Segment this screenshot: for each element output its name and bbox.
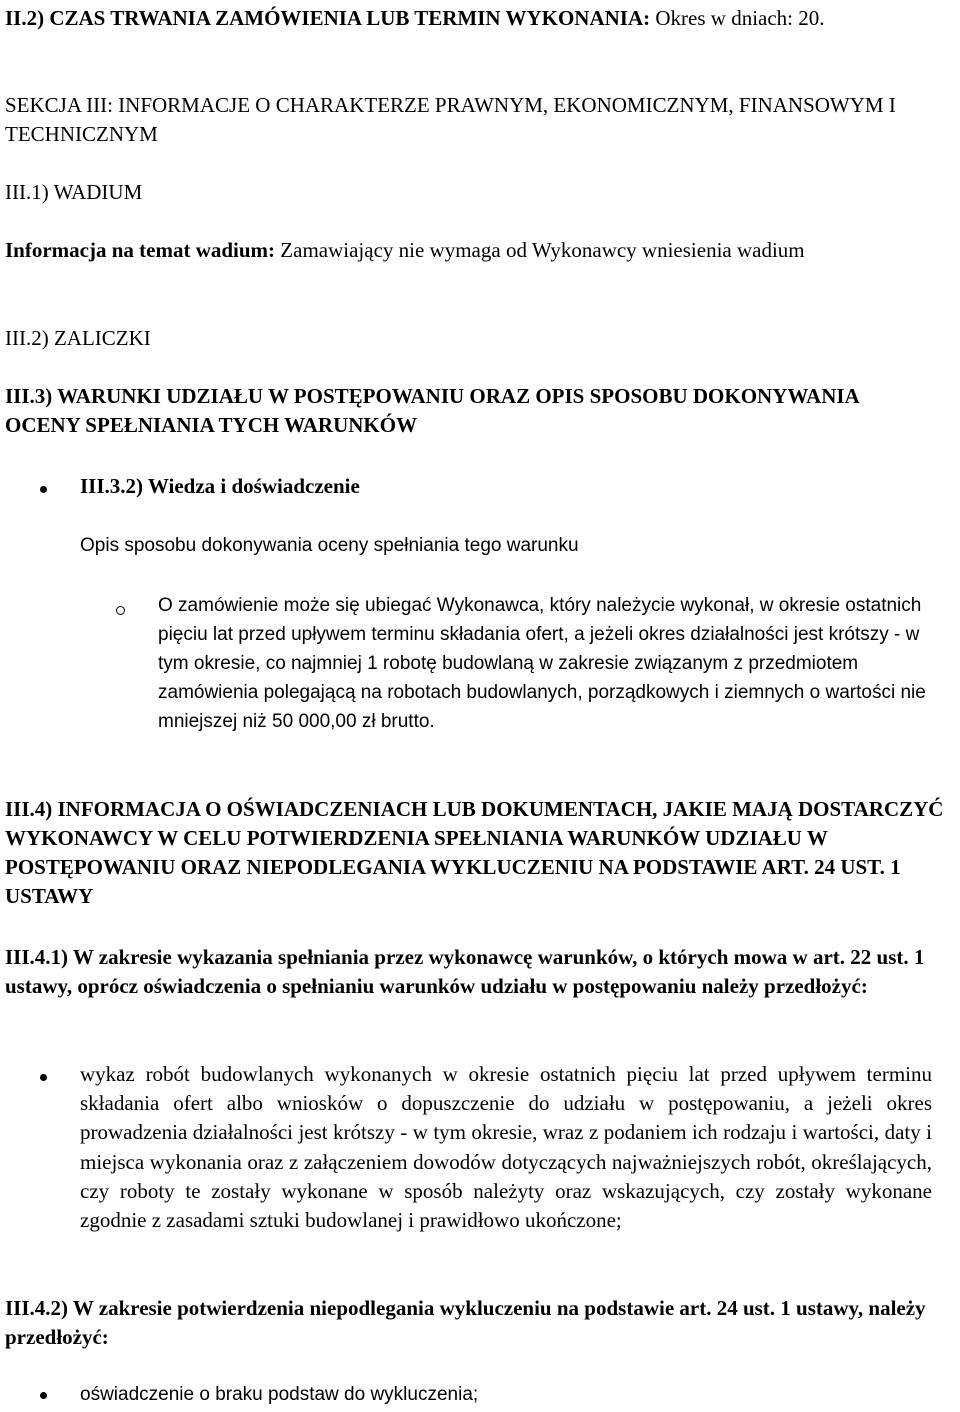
section-ii2 [5, 4, 955, 33]
section-iii1-info [5, 236, 925, 265]
bullet-dot-icon [40, 486, 47, 493]
section-iii41-item: wykaz robót budowlanych wykonanych w okresie ostatnich pięciu lat przed upływem terminu składania ofert albo wniosków o dopuszczenie do udziału w postępowaniu, a jeżeli okres prowadzenia działalności jest krótszy - w tym okresie, wraz z podaniem ich rodzaju i wartości, daty i miejsca wykonania oraz z załączeniem dowodów dotyczących najważniejszych robót, określających, czy roboty te zostały wykonane w sposób należyty oraz wskazujących, czy zostały wykonane zgodnie z zasadami sztuki budowlanej i prawidłowo ukończone; [80, 1062, 932, 1233]
section-iii2-heading: III.2) ZALICZKI [5, 326, 151, 350]
section-iii42-heading: III.4.2) W zakresie potwierdzenia niepodlegania wykluczeniu na podstawie art. 24 ust. 1 ustawy, należy przedłożyć: [5, 1296, 926, 1349]
section-iii42-item: oświadczenie o braku podstaw do wykluczenia; [80, 1384, 479, 1405]
section-iii-heading: SEKCJA III: INFORMACJE O CHARAKTERZE PRAWNYM, EKONOMICZNYM, FINANSOWYM I TECHNICZNYM [5, 93, 896, 146]
section-ii2-value: Okres w dniach: 20. [650, 6, 825, 30]
wadium-info-label: Informacja na temat wadium: [5, 238, 276, 262]
section-iii3-heading: III.3) WARUNKI UDZIAŁU W POSTĘPOWANIU ORAZ OPIS SPOSOBU DOKONYWANIA OCENY SPEŁNIANIA TYCH WARUNKÓW [5, 384, 859, 437]
bullet-dot-icon [40, 1074, 47, 1081]
wadium-info-value: Zamawiający nie wymaga od Wykonawcy wniesienia wadium [275, 238, 805, 262]
bullet-circle-icon [116, 606, 125, 615]
section-iii41-heading: III.4.1) W zakresie wykazania spełniania przez wykonawcę warunków, o których mowa w art. 22 ust. 1 ustawy, oprócz oświadczenia o spełnianiu warunków udziału w postępowaniu należy przedłożyć: [5, 945, 925, 998]
section-ii2-label: II.2) CZAS TRWANIA ZAMÓWIENIA LUB TERMIN WYKONANIA: [5, 6, 651, 30]
section-iii32-subtitle: Opis sposobu dokonywania oceny spełniania tego warunku [80, 535, 579, 556]
section-iii32-item: O zamówienie może się ubiegać Wykonawca, który należycie wykonał, w okresie ostatnich pięciu lat przed upływem terminu składania ofert, a jeżeli okres działalności jest krótszy - w tym okresie, co najmniej 1 robotę budowlaną w zakresie związanym z przedmiotem zamówienia polegającą na robotach budowlanych, porządkowych i ziemnych o wartości nie mniejszej niż 50 000,00 zł brutto. [158, 595, 926, 732]
section-iii32-title: III.3.2) Wiedza i doświadczenie [80, 474, 360, 498]
bullet-dot-icon [40, 1392, 47, 1399]
section-iii1-heading: III.1) WADIUM [5, 180, 143, 204]
section-iii4-heading: III.4) INFORMACJA O OŚWIADCZENIACH LUB DOKUMENTACH, JAKIE MAJĄ DOSTARCZYĆ WYKONAWCY W CELU POTWIERDZENIA SPEŁNIANIA WARUNKÓW UDZIAŁU W POSTĘPOWANIU ORAZ NIEPODLEGANIA WYKLUCZENIU NA PODSTAWIE ART. 24 UST. 1 USTAWY [5, 797, 944, 908]
